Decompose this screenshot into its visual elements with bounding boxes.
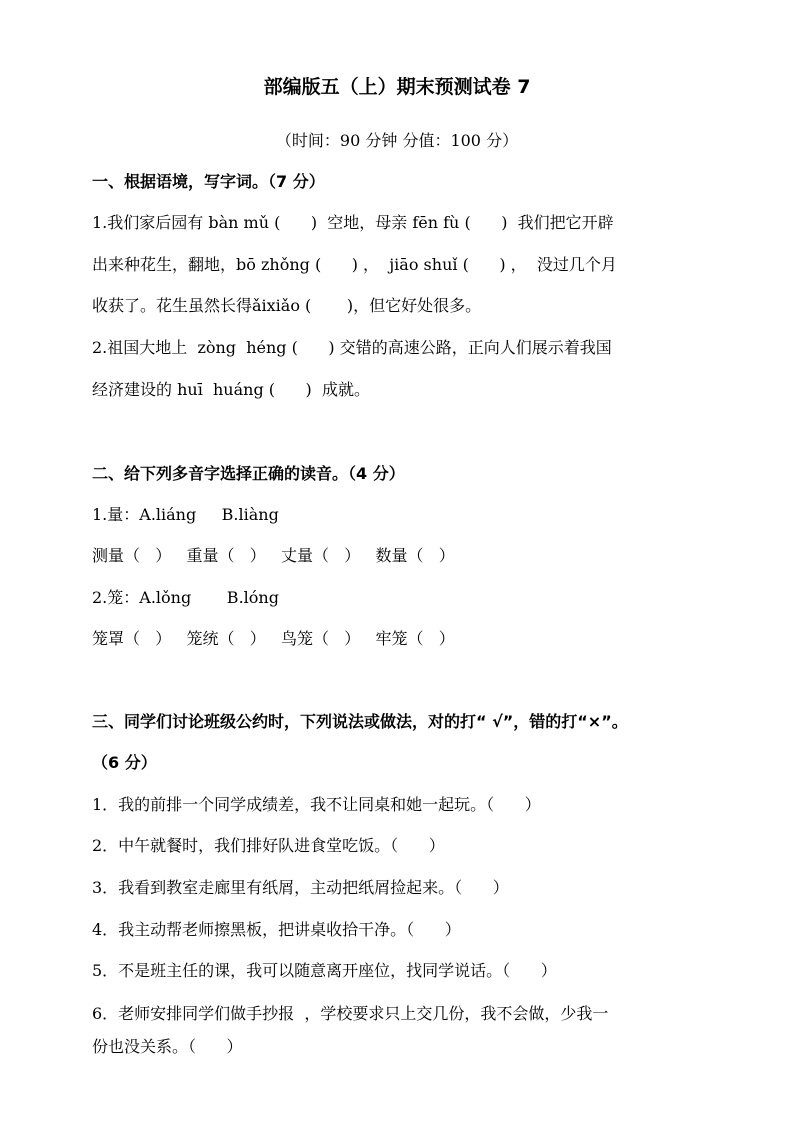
section3-line: 3．我看到教室走廊里有纸屑，主动把纸屑捡起来。（ ）: [92, 878, 509, 897]
exam-time-score: （时间：90 分钟 分值：100 分）: [275, 131, 519, 150]
section1-line: 1.我们家后园有 bàn mǔ ( ) 空地，母亲 fēn fù ( ) 我们把它开辟: [92, 213, 614, 232]
section3-line: 6．老师安排同学们做手抄报 ，学校要求只上交几份，我不会做，少我一: [92, 1004, 609, 1023]
section1-line: 2.祖国大地上 zòng héng ( ) 交错的高速公路，正向人们展示着我国: [92, 338, 612, 357]
section3-line: 5．不是班主任的课，我可以随意离开座位，找同学说话。（ ）: [92, 961, 557, 980]
section1-line: 出来种花生，翻地，bō zhǒng ( ) ， jiāo shuǐ ( ) ， 没过几个月: [92, 255, 617, 274]
section2-line: 笼罩（ ） 笼统（ ） 鸟笼（ ） 牢笼（ ）: [92, 629, 455, 648]
section1-line: 收获了。花生虽然长得ǎixiǎo ( )，但它好处很多。: [92, 296, 482, 315]
section3-heading: 三、同学们讨论班级公约时，下列说法或做法，对的打“ √”，错的打“×”。: [92, 712, 628, 731]
section3-line: 份也没关系。（ ）: [92, 1037, 243, 1056]
page-title: 部编版五（上）期末预测试卷 7: [263, 76, 531, 98]
section2-heading: 二、给下列多音字选择正确的读音。（4 分）: [92, 464, 405, 483]
section1-line: 经济建设的 huī huáng ( ) 成就。: [92, 380, 370, 399]
section2-line: 1.量：A.liáng B.liàng: [92, 505, 279, 524]
section1-heading: 一、根据语境，写字词。（7 分）: [92, 172, 325, 191]
section3-line: 2．中午就餐时，我们排好队进食堂吃饭。（ ）: [92, 836, 445, 855]
section3-line: 1．我的前排一个同学成绩差，我不让同桌和她一起玩。（ ）: [92, 795, 541, 814]
section3-heading-cont: （6 分）: [92, 753, 157, 772]
section2-line: 2.笼：A.lǒng B.lóng: [92, 588, 279, 607]
section2-line: 测量（ ） 重量（ ） 丈量（ ） 数量（ ）: [92, 546, 455, 565]
section3-line: 4．我主动帮老师擦黑板，把讲桌收拾干净。（ ）: [92, 920, 461, 939]
